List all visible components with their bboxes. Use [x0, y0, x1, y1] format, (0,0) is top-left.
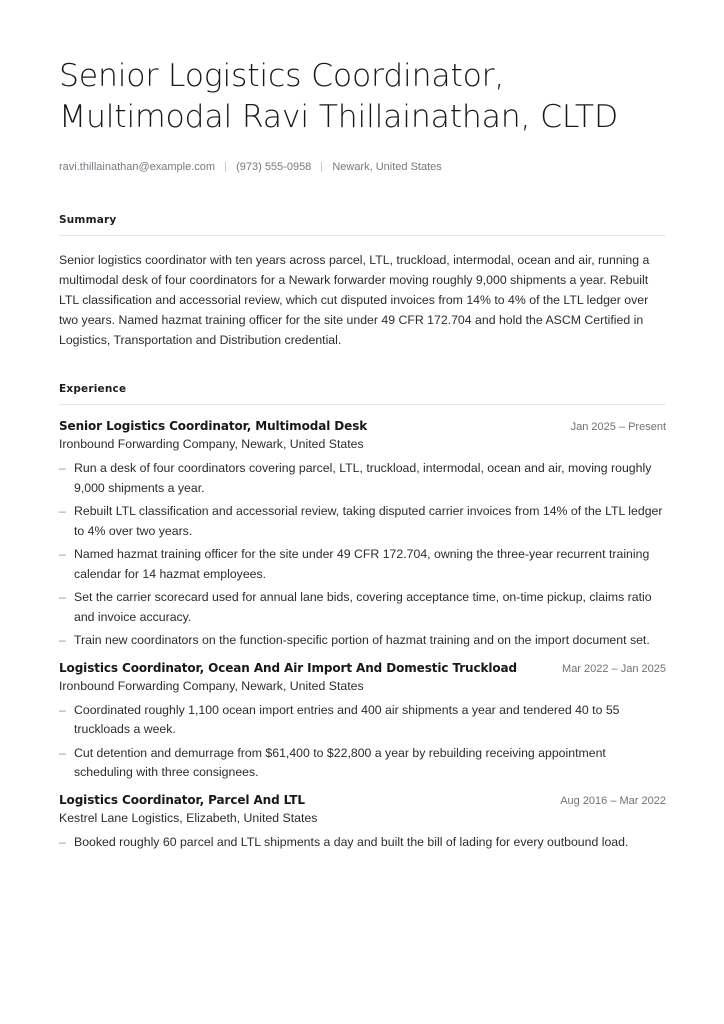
contact-divider: [225, 162, 226, 172]
job-dates: Jan 2025 – Present: [570, 421, 666, 433]
job-bullet: – Named hazmat training officer for the site under 49 CFR 172.704, owning the three-year recurrent training calendar for 14 hazmat employees.: [59, 545, 666, 584]
job-entry: [59, 419, 666, 651]
summary-text: Senior logistics coordinator with ten years across parcel, LTL, truckload, intermodal, ocean and air, running a multimodal desk of four coordinators for a Newark forwarder moving roughly 9,000 shipments a year. Rebuilt LTL classification and accessorial review, which cut disputed invoices from 14% to 4% of the LTL ledger over two years. Named hazmat training officer for the site under 49 CFR 172.704 and hold the ASCM Certified in Logistics, Transportation and Distribution credential.: [59, 253, 650, 347]
job-header: [59, 661, 666, 675]
contact-email: ravi.thillainathan@example.com: [59, 161, 216, 173]
job-bullet: – Rebuilt LTL classification and accessorial review, taking disputed carrier invoices from 14% of the LTL ledger to 4% over two years.: [59, 502, 666, 541]
job-dates: Mar 2022 – Jan 2025: [562, 662, 666, 675]
job-title: Senior Logistics Coordinator, Multimodal Desk: [59, 419, 368, 433]
job-entry: [59, 793, 666, 853]
job-bullet: – Set the carrier scorecard used for annual lane bids, covering acceptance time, on-time pickup, claims ratio and invoice accuracy.: [59, 588, 666, 627]
job-bullet: – Train new coordinators on the function-specific portion of hazmat training and on the import document set.: [59, 631, 666, 651]
experience-section: [59, 383, 666, 852]
job-bullet: – Booked roughly 60 parcel and LTL shipments a day and built the bill of lading for every outbound load.: [59, 833, 666, 853]
job-bullets: [59, 833, 666, 853]
contact-location: Newark, United States: [332, 161, 442, 173]
job-bullet: – Run a desk of four coordinators covering parcel, LTL, truckload, intermodal, ocean and air, moving roughly 9,000 shipments a year.: [59, 459, 666, 498]
contact-phone: (973) 555-0958: [236, 161, 312, 173]
summary-section: [59, 214, 666, 350]
summary-heading: Summary: [59, 214, 666, 236]
job-company: Ironbound Forwarding Company, Newark, United States: [59, 678, 364, 693]
job-company: Ironbound Forwarding Company, Newark, United States: [59, 437, 364, 451]
job-title: Logistics Coordinator, Ocean And Air Import And Domestic Truckload: [59, 660, 518, 675]
job-dates: Aug 2016 – Mar 2022: [560, 794, 666, 807]
job-company: Kestrel Lane Logistics, Elizabeth, United States: [59, 810, 318, 825]
job-entry: [59, 661, 666, 783]
experience-heading: Experience: [59, 383, 666, 405]
contact-divider: [321, 162, 322, 172]
resume-name: Senior Logistics Coordinator, Multimodal Ravi Thillainathan, CLTD: [59, 58, 619, 135]
job-bullets: [59, 459, 666, 651]
contact-line: [59, 160, 666, 174]
job-bullet: – Cut detention and demurrage from $61,400 to $22,800 a year by rebuilding receiving appointment scheduling with three consignees.: [59, 744, 666, 783]
job-bullets: [59, 701, 666, 783]
job-title: Logistics Coordinator, Parcel And LTL: [59, 792, 305, 807]
job-bullet: – Coordinated roughly 1,100 ocean import entries and 400 air shipments a year and tendered 40 to 55 truckloads a week.: [59, 701, 666, 740]
job-header: [59, 419, 666, 433]
job-header: [59, 793, 666, 807]
